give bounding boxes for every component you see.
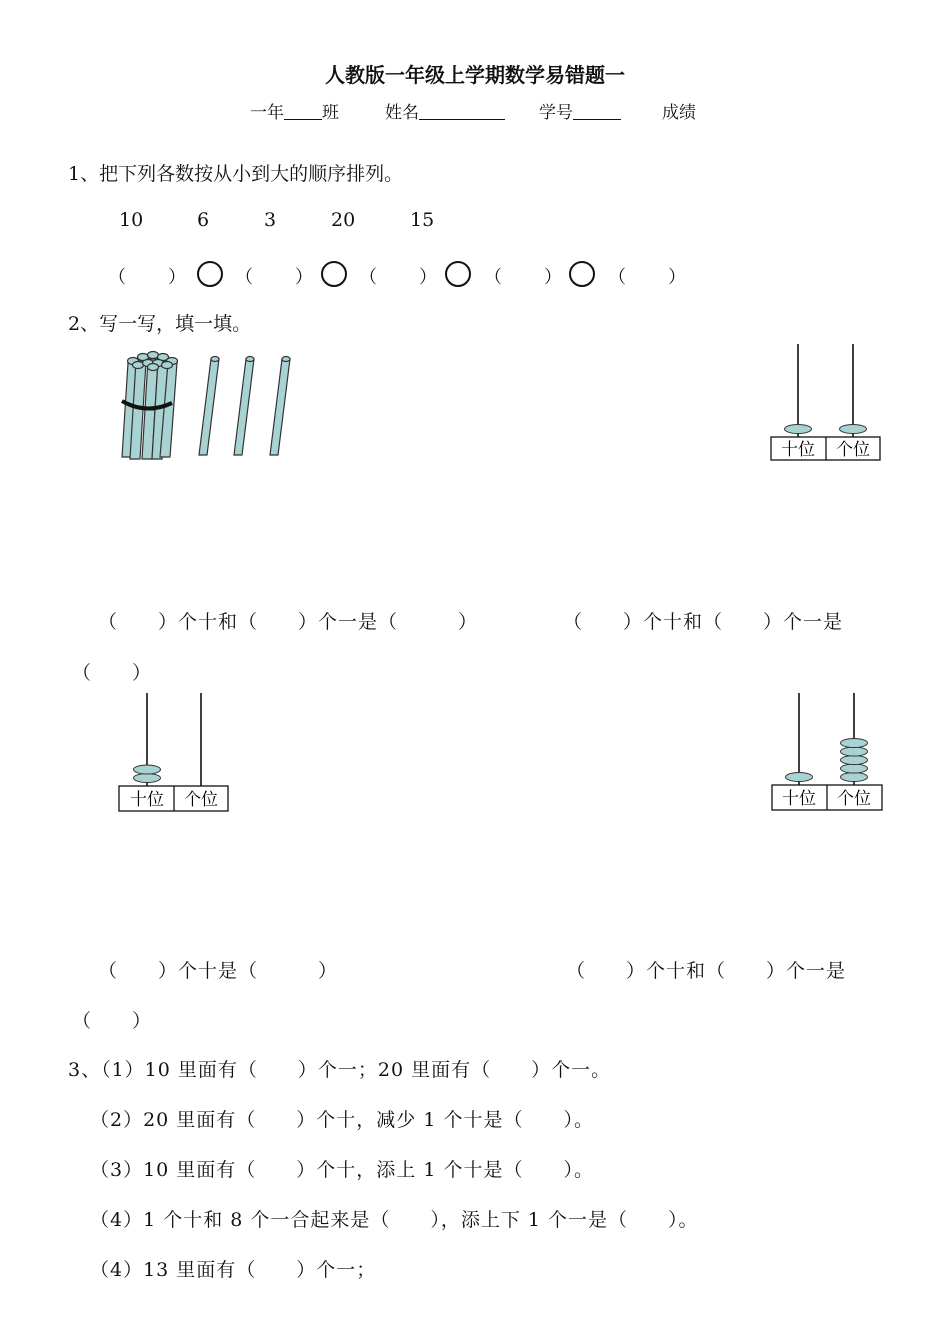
abacus-bead	[840, 425, 867, 434]
abacus-bead	[841, 756, 868, 765]
name-field	[385, 98, 505, 123]
q1-blank-open[interactable]: （	[359, 267, 377, 288]
id-field	[539, 98, 621, 123]
q3-line[interactable]: （4）1 个十和 8 个一合起来是（ ），添上下 1 个一是（ ）。	[90, 1209, 699, 1231]
compare-circle[interactable]	[569, 261, 595, 287]
abacus-bead	[841, 747, 868, 756]
compare-circle[interactable]	[197, 261, 223, 287]
abacus-bead	[134, 774, 161, 783]
class-prefix: 一年	[250, 103, 284, 123]
ones-label: 个位	[837, 789, 871, 809]
abacus-bead	[134, 765, 161, 774]
q1-blank-open[interactable]: （	[608, 267, 626, 288]
score-label: 成绩	[662, 103, 696, 123]
ones-label: 个位	[184, 790, 218, 810]
stick-bundle	[122, 352, 178, 460]
q3-line[interactable]: 3、（1）10 里面有（ ）个一；20 里面有（ ）个一。	[68, 1059, 612, 1081]
q1-number: 3	[264, 209, 277, 231]
tens-label: 十位	[782, 789, 816, 809]
id-label: 学号	[539, 103, 573, 123]
q1-blank-close: ）	[419, 267, 437, 288]
compare-circle[interactable]	[445, 261, 471, 287]
q1-number: 15	[410, 209, 435, 231]
fill-line[interactable]: （ ）个十是（ ）	[98, 960, 339, 982]
q1-blank-close: ）	[295, 267, 313, 288]
name-blank[interactable]	[419, 102, 505, 120]
fill-line[interactable]: （ ）个十和（ ）个一是	[563, 611, 844, 633]
tens-label: 十位	[130, 790, 164, 810]
page-title: 人教版一年级上学期数学易错题一	[325, 63, 625, 87]
abacus-bead	[841, 739, 868, 748]
q2-prompt: 2、写一写，填一填。	[68, 313, 252, 335]
single-stick	[270, 359, 290, 455]
ones-label: 个位	[836, 440, 870, 460]
abacus	[113, 688, 238, 818]
compare-circle[interactable]	[321, 261, 347, 287]
q1-blank-close: ）	[168, 267, 186, 288]
abacus-bead	[785, 425, 812, 434]
abacus	[765, 340, 890, 465]
fill-line[interactable]: （ ）	[72, 662, 153, 684]
q1-number: 6	[197, 209, 210, 231]
q1-blank-open[interactable]: （	[108, 267, 126, 288]
q1-number: 10	[119, 209, 144, 231]
q1-number: 20	[331, 209, 356, 231]
q1-prompt: 1、把下列各数按从小到大的顺序排列。	[68, 163, 404, 185]
class-suffix: 班	[322, 103, 339, 123]
abacus	[766, 688, 891, 818]
class-blank[interactable]	[284, 102, 322, 120]
fill-line[interactable]: （ ）	[72, 1010, 153, 1032]
single-stick	[234, 359, 254, 455]
abacus-bead	[841, 773, 868, 782]
abacus-bead	[786, 773, 813, 782]
tens-label: 十位	[781, 440, 815, 460]
single-stick	[199, 359, 219, 455]
fill-line[interactable]: （ ）个十和（ ）个一是（ ）	[98, 611, 479, 633]
class-field	[250, 98, 339, 123]
counting-sticks-illustration	[110, 345, 300, 463]
abacus-bead	[841, 764, 868, 773]
q3-line[interactable]: （3）10 里面有（ ）个十，添上 1 个十是（ ）。	[90, 1159, 594, 1181]
name-label: 姓名	[385, 103, 419, 123]
q1-blank-close: ）	[544, 267, 562, 288]
q1-blank-open[interactable]: （	[235, 267, 253, 288]
q1-blank-close: ）	[668, 267, 686, 288]
q1-blank-open[interactable]: （	[484, 267, 502, 288]
fill-line[interactable]: （ ）个十和（ ）个一是	[566, 960, 847, 982]
q3-line[interactable]: （4）13 里面有（ ）个一；	[90, 1259, 377, 1281]
id-blank[interactable]	[573, 102, 621, 120]
q3-line[interactable]: （2）20 里面有（ ）个十，减少 1 个十是（ ）。	[90, 1109, 594, 1131]
